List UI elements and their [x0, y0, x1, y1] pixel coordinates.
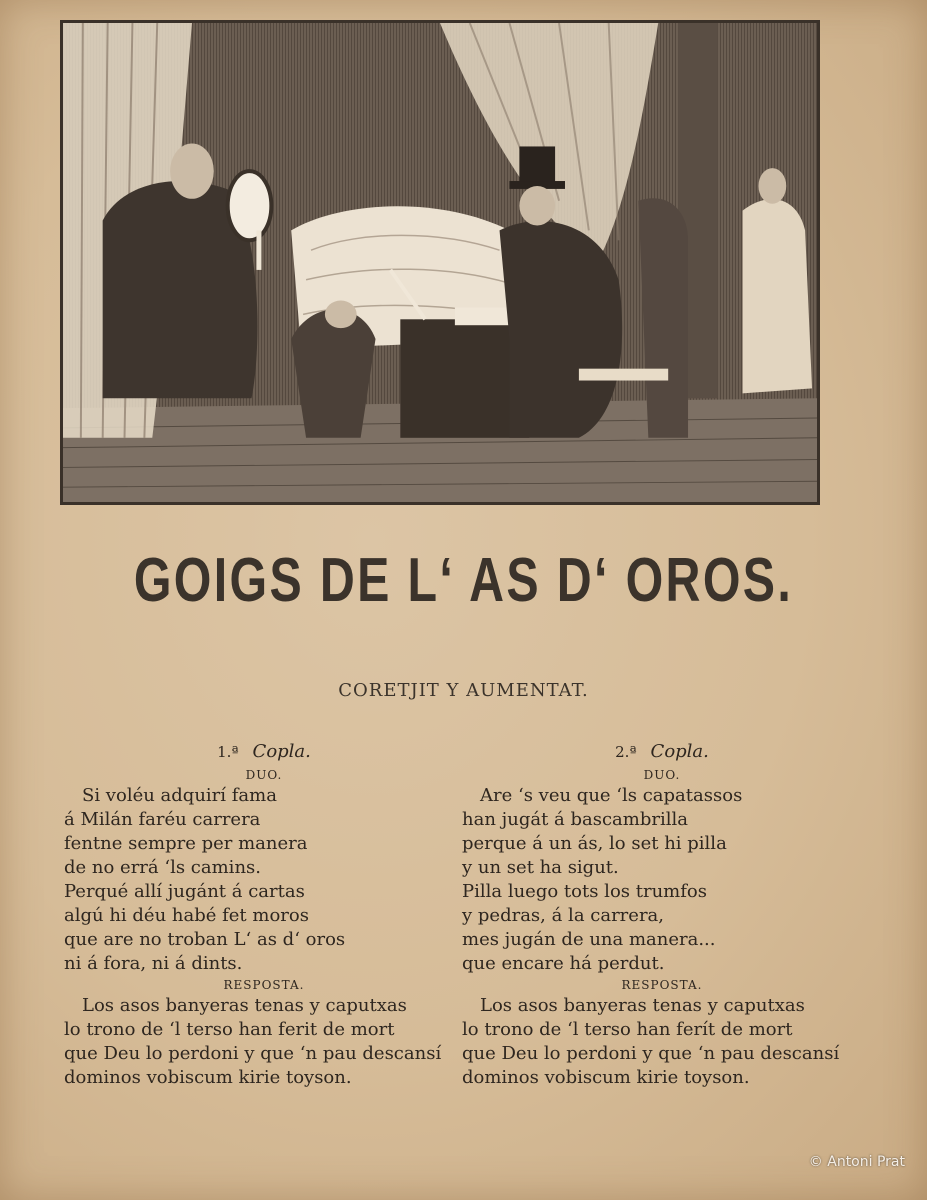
copla-number: 1.ª — [217, 743, 239, 761]
verse-line: y pedras, á la carrera, — [462, 905, 664, 926]
refrain-line: Los asos banyeras tenas y caputxas — [480, 995, 805, 1016]
copla-label: Copla. — [252, 741, 311, 762]
verse-line: fentne sempre per manera — [64, 833, 308, 854]
verse-line: Si voléu adquirí fama — [82, 785, 277, 806]
verse-line: que encare há perdut. — [462, 953, 665, 974]
verse-line: Pilla luego tots los trumfos — [462, 881, 707, 902]
bird-head-left — [170, 143, 214, 198]
verse-line: Perqué allí jugánt á cartas — [64, 881, 305, 902]
copla-label: Copla. — [650, 741, 709, 762]
kneeling-bird — [291, 309, 375, 437]
refrain-line: lo trono de ‘l terso han ferit de mort — [64, 1019, 395, 1040]
copla-heading-left — [64, 740, 464, 764]
copla-left — [64, 740, 464, 1090]
resposta-label: RESPOSTA. — [621, 978, 703, 992]
standing-figure-right — [743, 199, 812, 393]
engraving-scene — [63, 23, 817, 502]
refrain-line: dominos vobiscum kirie toyson. — [64, 1067, 352, 1088]
duo-label: DUO. — [245, 768, 283, 782]
engraving-illustration — [60, 20, 820, 505]
copla-number: 2.ª — [615, 743, 637, 761]
refrain-line: que Deu lo perdoni y que ‘n pau descansí — [64, 1043, 442, 1064]
verse-line: han jugát á bascambrilla — [462, 809, 688, 830]
page-title: GOIGS DE L‘ AS D‘ OROS. — [133, 546, 794, 615]
paper-on-table — [455, 307, 510, 325]
verse-line: mes jugán de una manera... — [462, 929, 716, 950]
verse-line: á Milán faréu carrera — [64, 809, 261, 830]
chair-seat — [579, 369, 668, 381]
refrain-line: dominos vobiscum kirie toyson. — [462, 1067, 750, 1088]
verse-line: de no errá ‘ls camins. — [64, 857, 261, 878]
verse-line: y un set ha sigut. — [462, 857, 619, 878]
duo-label: DUO. — [643, 768, 681, 782]
seated-figure — [500, 221, 623, 438]
top-hat — [519, 146, 555, 186]
refrain-line: lo trono de ‘l terso han ferít de mort — [462, 1019, 793, 1040]
hand-mirror — [228, 171, 272, 240]
resposta-label: RESPOSTA. — [223, 978, 305, 992]
verse-line: perque á un ás, lo set hi pilla — [462, 833, 727, 854]
copyright-credit: © Antoni Prat — [808, 1154, 905, 1170]
verse-line: Are ‘s veu que ‘ls capatassos — [480, 785, 743, 806]
candle — [256, 230, 261, 270]
page-subtitle: CORETJIT Y AUMENTAT. — [338, 680, 589, 701]
verse-line: que are no troban L‘ as d‘ oros — [64, 929, 346, 950]
verse-line: algú hi déu habé fet moros — [64, 905, 309, 926]
verse-line: ni á fora, ni á dints. — [64, 953, 243, 974]
copla-right — [462, 740, 862, 1090]
copla-heading-right — [462, 740, 862, 764]
refrain-line: Los asos banyeras tenas y caputxas — [82, 995, 407, 1016]
refrain-line: que Deu lo perdoni y que ‘n pau descansí — [462, 1043, 840, 1064]
